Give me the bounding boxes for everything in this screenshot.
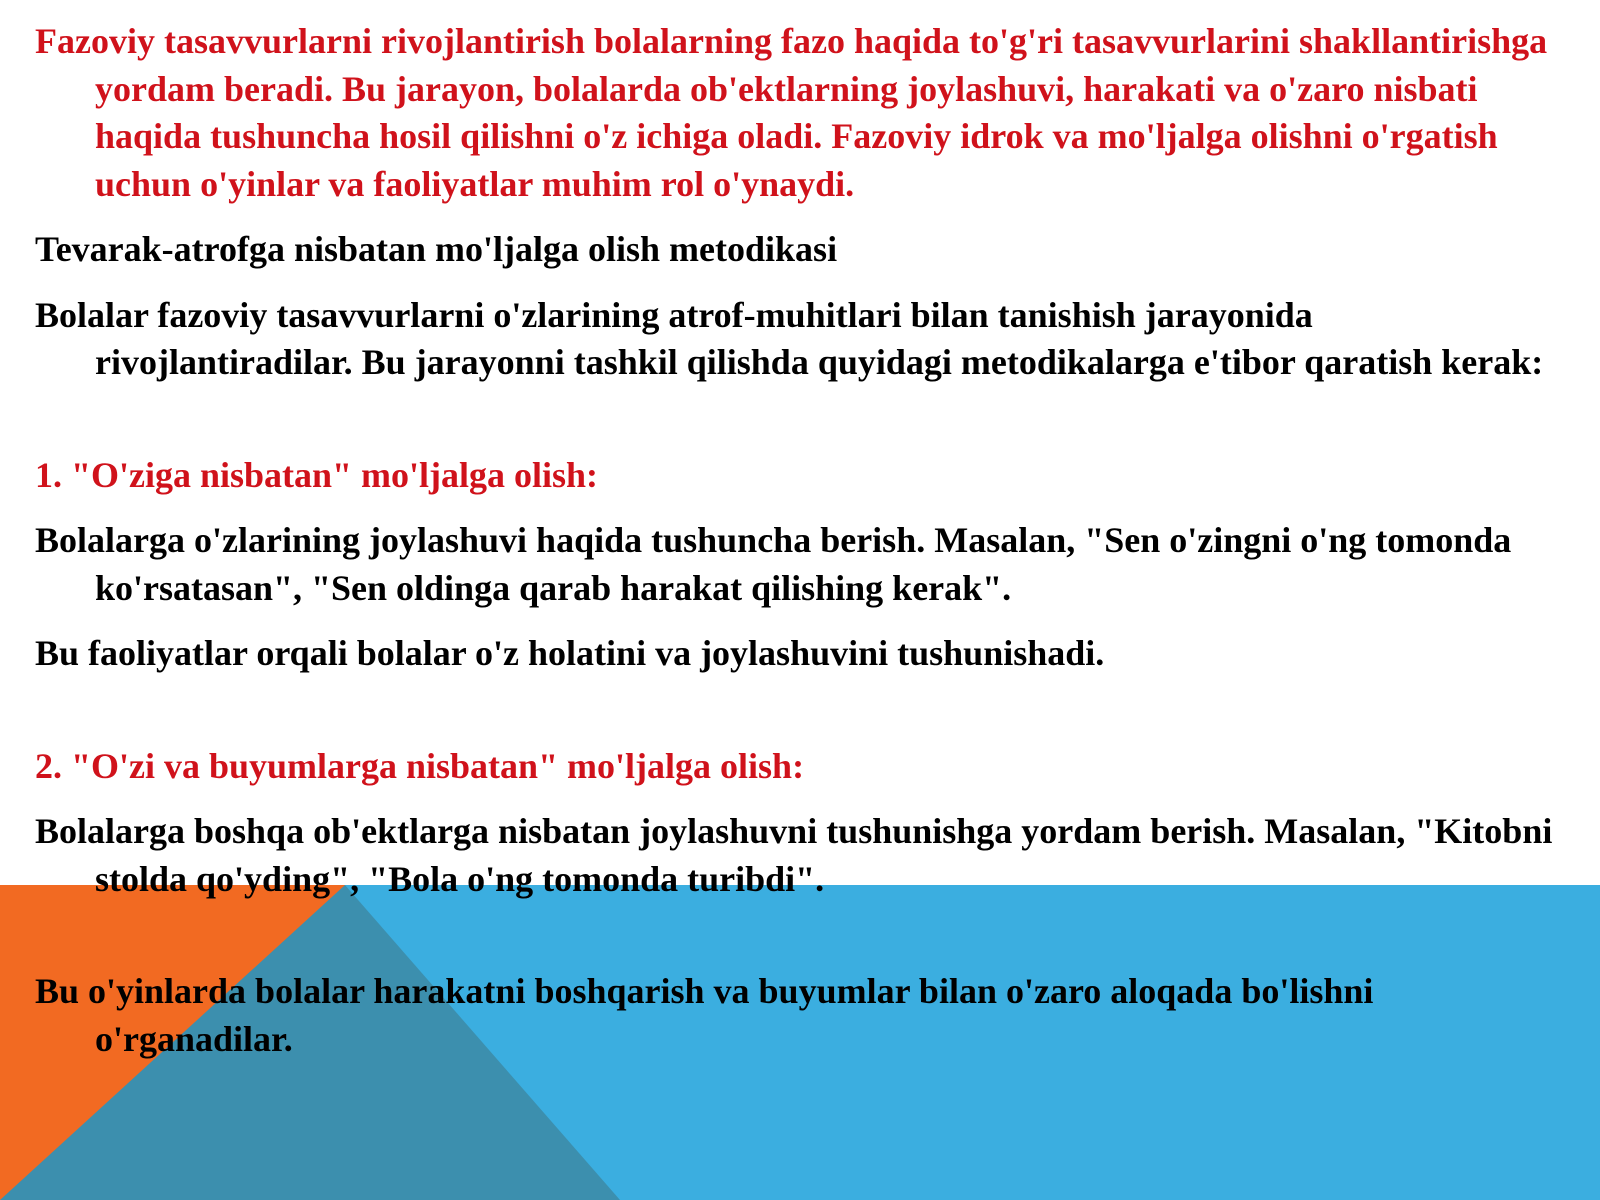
intro-paragraph: Fazoviy tasavvurlarni rivojlantirish bolalarning fazo haqida to'g'ri tasavvurlarini shakllantirishga yordam beradi. Bu jarayon, bolalarda ob'ektlarning joylashuvi, harakati va o'zaro nisbati haqida tushuncha hosil qilishni o'z ichiga oladi. Fazoviy idrok va mo'ljalga olishni o'rgatish uchun o'yinlar va faoliyatlar muhim rol o'ynaydi. <box>35 21 1548 204</box>
section-1-note: Bu faoliyatlar orqali bolalar o'z holatini va joylashuvini tushunishadi. <box>35 633 1105 673</box>
section-1-title: 1. "O'ziga nisbatan" mo'ljalga olish: <box>35 454 599 495</box>
section-1-text: Bolalarga o'zlarining joylashuvi haqida tushuncha berish. Masalan, "Sen o'zingni o'ng tomonda ko'rsatasan", "Sen oldinga qarab harakat qilishing kerak". <box>35 520 1512 608</box>
slide-content <box>35 18 1565 1063</box>
section-2-text: Bolalarga boshqa ob'ektlarga nisbatan joylashuvni tushunishga yordam berish. Masalan, "Kitobni stolda qo'yding", "Bola o'ng tomonda turibdi". <box>35 811 1553 899</box>
methodology-heading: Tevarak-atrofga nisbatan mo'ljalga olish metodikasi <box>35 229 838 269</box>
section-2-note: Bu o'yinlarda bolalar harakatni boshqarish va buyumlar bilan o'zaro aloqada bo'lishni o'rganadilar. <box>35 971 1374 1059</box>
section-2-title: 2. "O'zi va buyumlarga nisbatan" mo'ljalga olish: <box>35 745 805 786</box>
lead-paragraph: Bolalar fazoviy tasavvurlarni o'zlarining atrof-muhitlari bilan tanishish jarayonida rivojlantiradilar. Bu jarayonni tashkil qilishda quyidagi metodikalarga e'tibor qaratish kerak: <box>35 294 1544 382</box>
